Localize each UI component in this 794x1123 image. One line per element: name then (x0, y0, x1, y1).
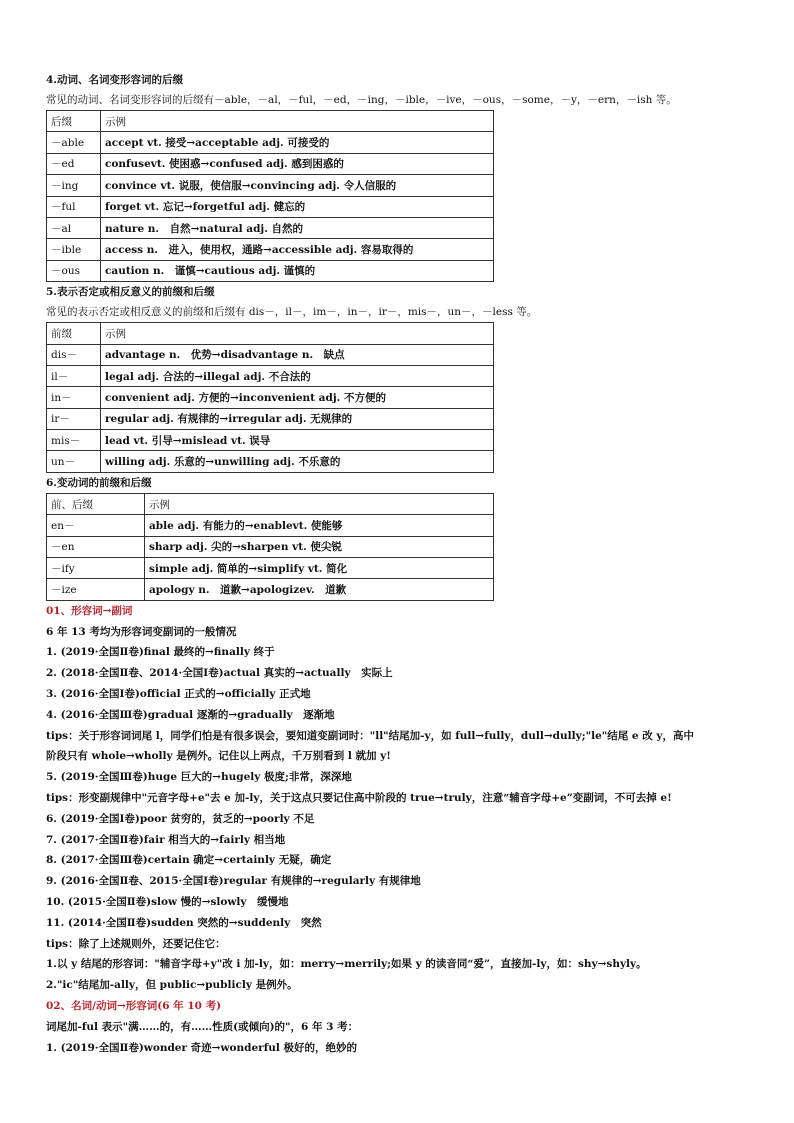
item-source: 11. (2014·全国Ⅱ卷)sudden (46, 916, 194, 929)
rule-text: 1.以 y 结尾的形容词："辅音字母+y"改 i 加-ly，如：merry→merrily;如果 y 的读音同“爱”，直接加-ly，如：shy→shyly。 (46, 958, 647, 971)
list-item (46, 830, 758, 851)
table-cell: －able (47, 132, 101, 153)
part-heading: 02、名词/动词→形容词(6 年 10 考) (46, 999, 222, 1012)
table-row (47, 558, 494, 579)
table-header-row (47, 323, 494, 344)
document-page (46, 70, 758, 1058)
table-cell: en－ (47, 515, 145, 536)
list-item (46, 850, 758, 871)
tip-text: tips：形变副规律中"元音字母+e"去 e 加-ly，关于这点只要记住高中阶段的 true→truly，注意“辅音字母+e”变副词，不可去掉 e! (46, 791, 672, 804)
item-source: 4. (2016·全国Ⅲ卷)gradual (46, 708, 194, 721)
item-source: 3. (2016·全国Ⅰ卷)official (46, 688, 181, 700)
list-item (46, 809, 758, 830)
table-cell: －ible (47, 239, 101, 260)
table-cell: lead vt. 引导→mislead vt. 误导 (101, 430, 494, 451)
item-source: 5. (2019·全国Ⅲ卷)huge (46, 771, 178, 784)
table-cell: simple adj. 简单的→simplify vt. 简化 (145, 558, 494, 579)
table-row (47, 451, 494, 472)
item-source: 8. (2017·全国Ⅲ卷)certain (46, 854, 190, 867)
table-cell: convince vt. 说服，使信服→convincing adj. 令人信服的 (101, 175, 494, 196)
item-text: 逐渐的→gradually 逐渐地 (193, 708, 335, 721)
suffix-table (46, 110, 494, 282)
part-intro: 词尾加-ful 表示"满……的，有……性质(或倾向)的"，6 年 3 考： (46, 1020, 359, 1033)
table-header-row (47, 111, 494, 132)
table-row (47, 579, 494, 600)
table-cell: confusevt. 使困惑→confused adj. 感到困惑的 (101, 153, 494, 174)
item-source: 10. (2015·全国Ⅱ卷)slow (46, 895, 178, 908)
section-intro: 常见的表示否定或相反意义的前缀和后缀有 dis－，il－，im－，in－，ir－，mis－，un－，－less 等。 (46, 306, 538, 319)
item-source: 9. (2016·全国Ⅱ卷、2015·全国Ⅰ卷)regular (46, 875, 268, 888)
table-row (47, 132, 494, 153)
table-cell: legal adj. 合法的→illegal adj. 不合法的 (101, 365, 494, 386)
table-row (47, 365, 494, 386)
table-cell: forget vt. 忘记→forgetful adj. 健忘的 (101, 196, 494, 217)
list-item (46, 663, 758, 684)
table-header: 前、后缀 (47, 493, 145, 514)
table-cell: dis－ (47, 344, 101, 365)
table-cell: un－ (47, 451, 101, 472)
table-header: 前缀 (47, 323, 101, 344)
table-row (47, 153, 494, 174)
list-item (46, 871, 758, 892)
tip-text: 阶段只有 whole→wholly 是例外。记住以上两点，千万别看到 l 就加 y! (46, 750, 391, 763)
item-text: 相当大的→fairly 相当地 (164, 833, 286, 846)
list-item (46, 892, 758, 913)
table-cell: －ful (47, 196, 101, 217)
list-item (46, 1038, 758, 1059)
item-text: 巨大的→hugely 极度;非常，深深地 (177, 771, 352, 784)
tip-text: tips：除了上述规则外，还要记住它： (46, 937, 226, 950)
item-text: 奇迹→wonderful 极好的，绝妙的 (187, 1041, 357, 1054)
item-text: 慢的→slowly 缓慢地 (177, 895, 289, 908)
part-heading: 01、形容词→副词 (46, 604, 133, 617)
table-header-row (47, 493, 494, 514)
table-cell: －ify (47, 558, 145, 579)
section-intro: 常见的动词、名词变形容词的后缀有－able，－al，－ful，－ed，－ing，－ible，－ive，－ous，－some，－y，－ern，－ish 等。 (46, 94, 677, 106)
table-cell: able adj. 有能力的→enablevt. 使能够 (145, 515, 494, 536)
table-cell: access n. 进入，使用权，通路→accessible adj. 容易取得的 (101, 239, 494, 260)
table-cell: convenient adj. 方便的→inconvenient adj. 不方便的 (101, 387, 494, 408)
table-cell: －ed (47, 153, 101, 174)
table-row (47, 408, 494, 429)
item-source: 1. (2019·全国Ⅱ卷)final (46, 646, 170, 659)
table-cell: il－ (47, 365, 101, 386)
rule-text: 2."ic"结尾加-ally，但 public→publicly 是例外。 (46, 979, 298, 992)
table-cell: －en (47, 536, 145, 557)
table-cell: －ize (47, 579, 145, 600)
prefix-table (46, 322, 494, 473)
list-item (46, 684, 758, 705)
item-source: 7. (2017·全国Ⅱ卷)fair (46, 833, 165, 846)
table-row (47, 430, 494, 451)
section-title: 6.变动词的前缀和后缀 (46, 476, 152, 489)
list-item (46, 767, 758, 788)
item-text: 确定→certainly 无疑，确定 (189, 854, 332, 867)
table-cell: －ing (47, 175, 101, 196)
item-source: 1. (2019·全国Ⅱ卷)wonder (46, 1041, 188, 1054)
table-row (47, 344, 494, 365)
table-header: 示例 (101, 111, 494, 132)
item-text: 突然的→suddenly 突然 (193, 916, 322, 929)
item-text: 有规律的→regularly 有规律地 (267, 875, 421, 888)
table-cell: caution n. 谨慎→cautious adj. 谨慎的 (101, 260, 494, 281)
table-cell: advantage n. 优势→disadvantage n. 缺点 (101, 344, 494, 365)
table-row (47, 175, 494, 196)
table-cell: mis－ (47, 430, 101, 451)
table-cell: in－ (47, 387, 101, 408)
table-header: 后缀 (47, 111, 101, 132)
list-item (46, 642, 758, 663)
table-row (47, 387, 494, 408)
section-title: 4.动词、名词变形容词的后缀 (46, 74, 183, 86)
table-row (47, 217, 494, 238)
table-row (47, 196, 494, 217)
item-text: 正式的→officially 正式地 (180, 688, 311, 700)
table-cell: willing adj. 乐意的→unwilling adj. 不乐意的 (101, 451, 494, 472)
table-row (47, 260, 494, 281)
table-row (47, 239, 494, 260)
part-intro: 6 年 13 考均为形容词变副词的一般情况 (46, 625, 237, 638)
table-header: 示例 (101, 323, 494, 344)
table-cell: －ous (47, 260, 101, 281)
table-row (47, 515, 494, 536)
list-item (46, 705, 758, 726)
item-text: 最终的→finally 终于 (169, 646, 275, 659)
table-cell: apology n. 道歉→apologizev. 道歉 (145, 579, 494, 600)
item-text: 真实的→actually 实际上 (260, 667, 393, 680)
section-title: 5.表示否定或相反意义的前缀和后缀 (46, 286, 215, 299)
item-source: 2. (2018·全国Ⅱ卷、2014·全国Ⅰ卷)actual (46, 667, 261, 680)
table-header: 示例 (145, 493, 494, 514)
table-cell: ir－ (47, 408, 101, 429)
item-text: 贫穷的，贫乏的→poorly 不足 (166, 812, 315, 825)
table-cell: nature n. 自然→natural adj. 自然的 (101, 217, 494, 238)
table-cell: accept vt. 接受→acceptable adj. 可接受的 (101, 132, 494, 153)
tip-text: tips：关于形容词词尾 l，同学们怕是有很多误会，要知道变副词时："ll"结尾加-y，如 full→fully，dull→dully;"le"结尾 e 改 y，高中 (46, 729, 694, 742)
list-item (46, 913, 758, 934)
table-cell: －al (47, 217, 101, 238)
table-cell: sharp adj. 尖的→sharpen vt. 使尖锐 (145, 536, 494, 557)
item-source: 6. (2019·全国Ⅰ卷)poor (46, 812, 167, 825)
table-row (47, 536, 494, 557)
table-cell: regular adj. 有规律的→irregular adj. 无规律的 (101, 408, 494, 429)
verb-affix-table (46, 493, 494, 601)
